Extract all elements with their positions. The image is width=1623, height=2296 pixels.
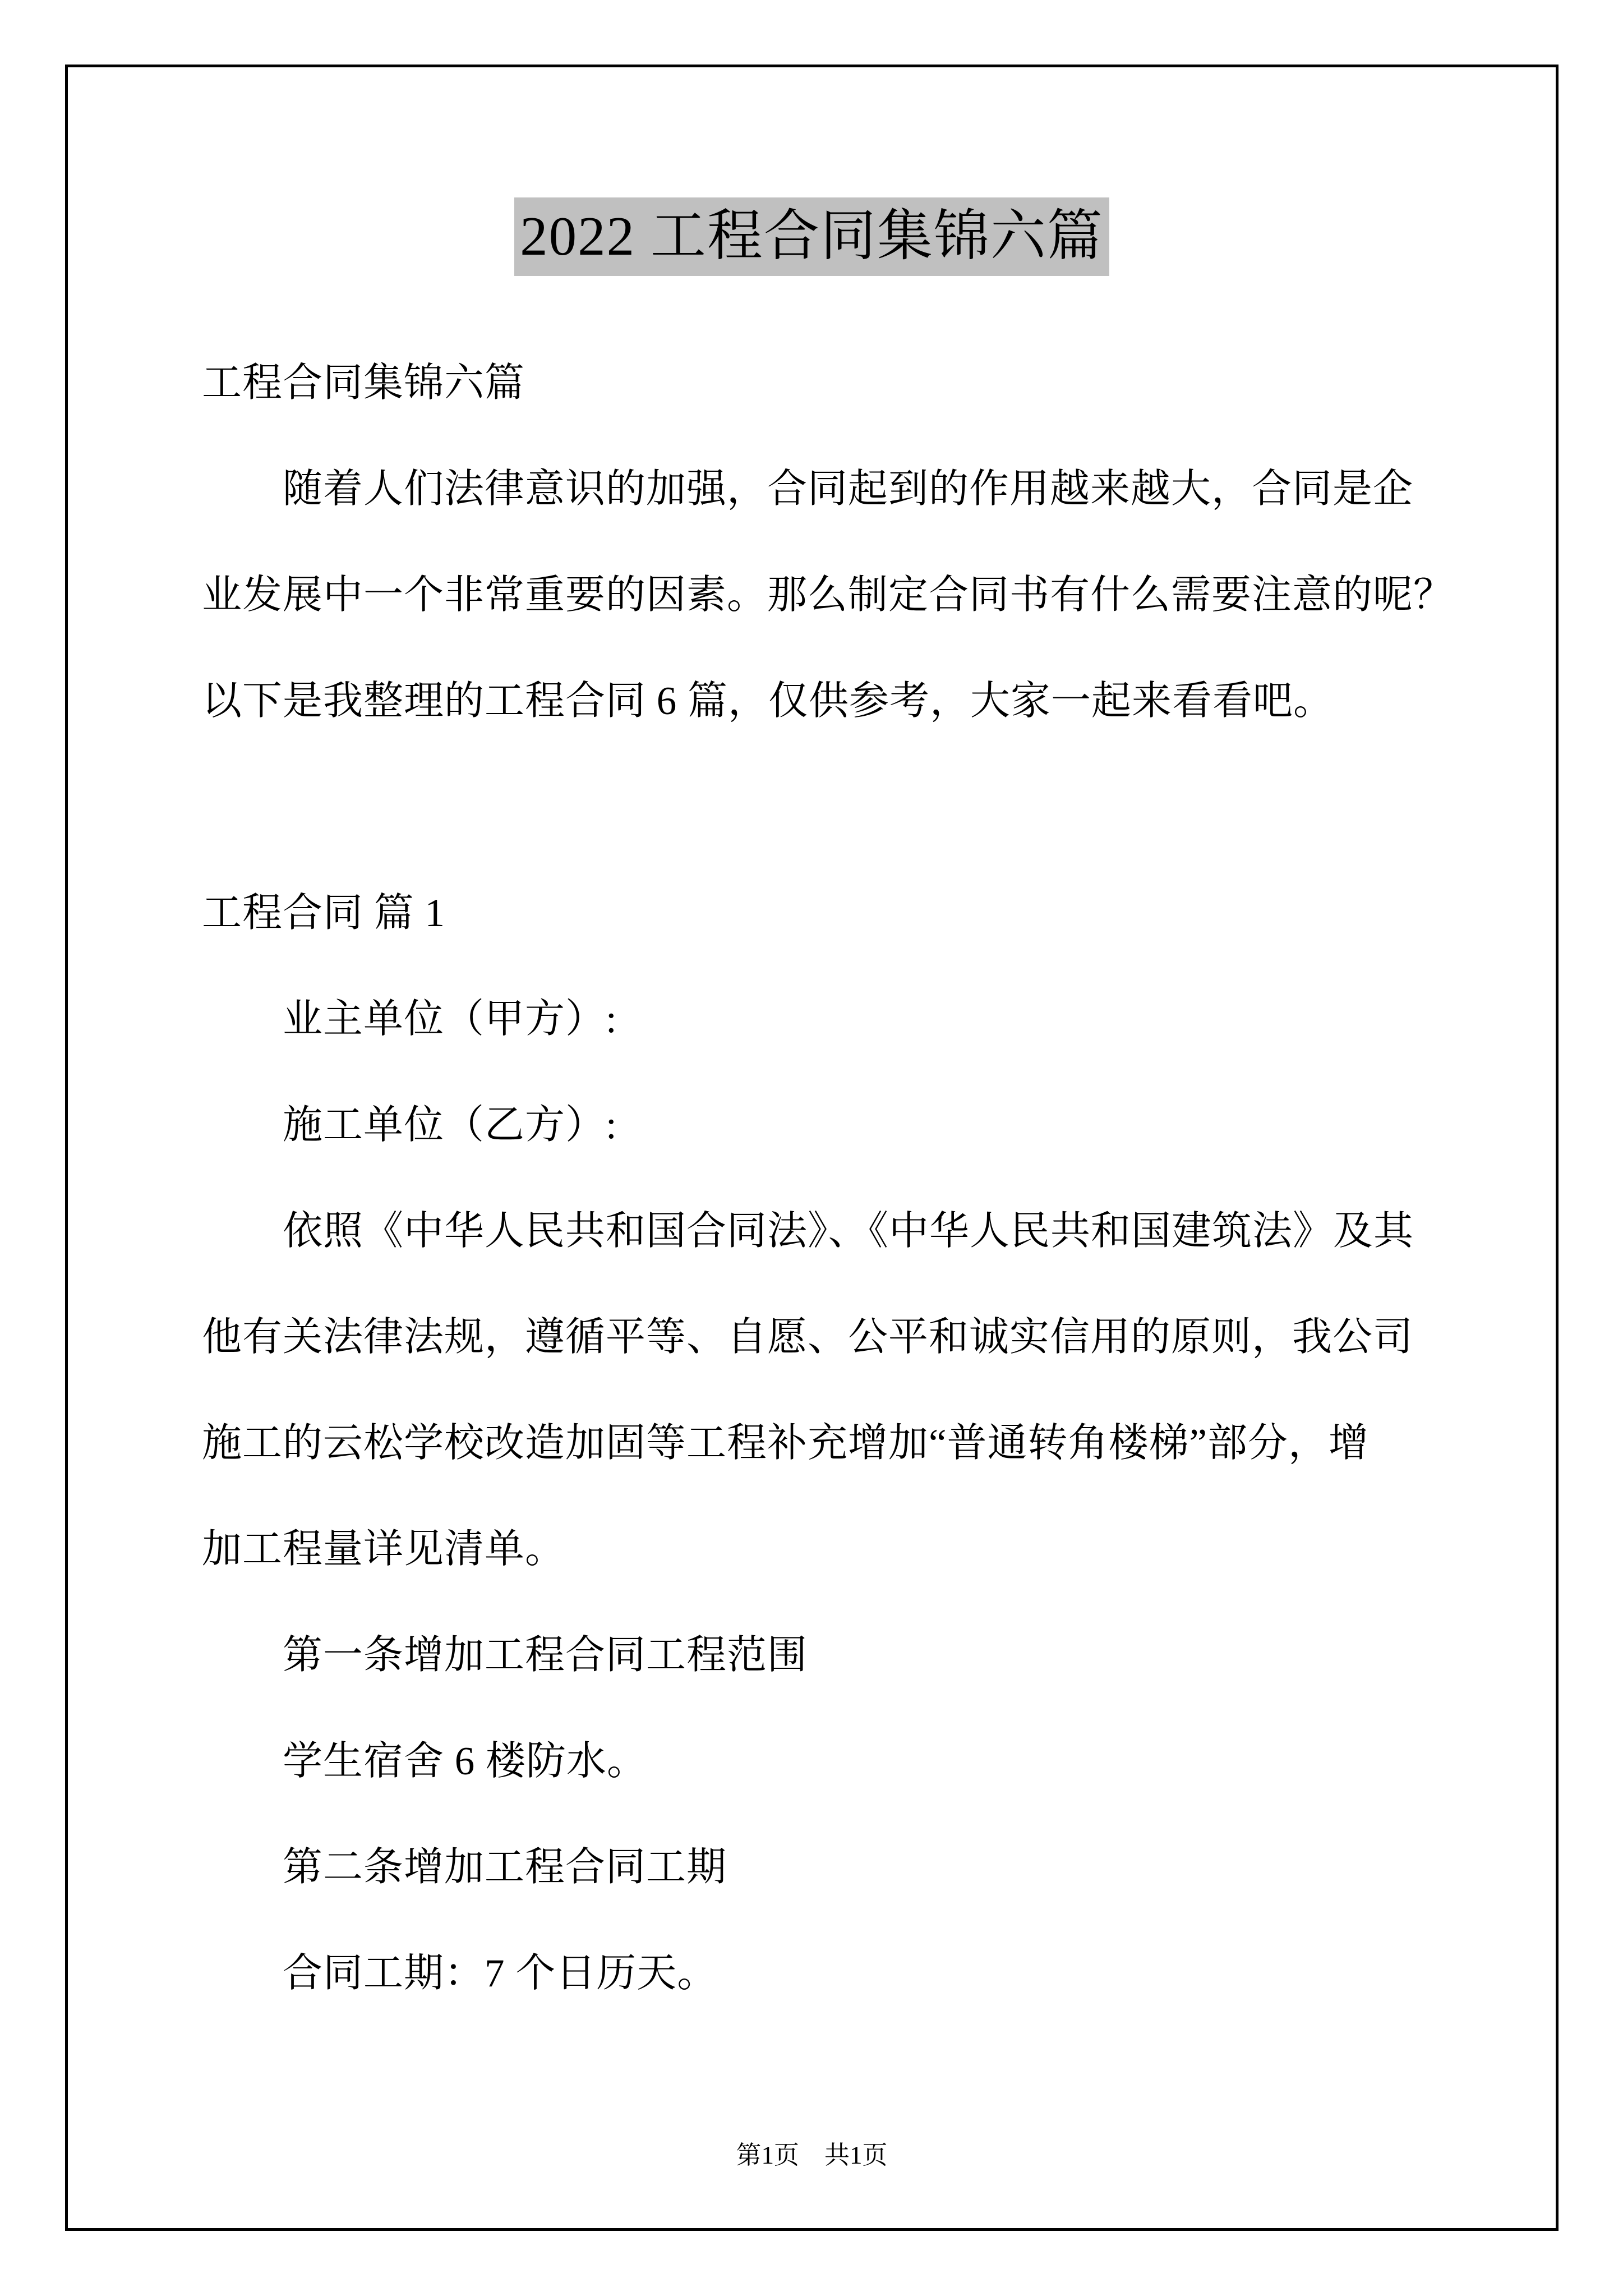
text-line: 学生宿舍 6 楼防水。	[283, 1740, 648, 1783]
text-line: 第二条增加工程合同工期	[283, 1846, 727, 1889]
blank-line	[202, 754, 1453, 861]
text-line: 施工的云松学校改造加固等工程补充增加“普通转角楼梯”部分，增	[202, 1421, 1370, 1465]
document-title	[65, 197, 1559, 276]
text-line: 业主单位（甲方）:	[283, 997, 617, 1041]
text-line: 加工程量详见清单。	[202, 1527, 566, 1571]
text-line: 合同工期：7 个日历天。	[283, 1952, 718, 1995]
body-lines	[202, 330, 1453, 2027]
text-line: 随着人们法律意识的加强，合同起到的作用越来越大，合同是企	[283, 467, 1414, 511]
text-line: 工程合同 篇 1	[202, 891, 446, 935]
text-line: 工程合同集锦六篇	[202, 361, 525, 405]
title-highlight: 2022 工程合同集锦六篇	[514, 197, 1109, 276]
text-line: 他有关法律法规，遵循平等、自愿、公平和诚实信用的原则，我公司	[202, 1315, 1414, 1359]
text-line: 施工单位（乙方）:	[283, 1103, 617, 1147]
text-line: 依照《中华人民共和国合同法》、《中华人民共和国建筑法》及其	[283, 1209, 1414, 1253]
text-line: 第一条增加工程合同工程范围	[283, 1634, 808, 1677]
page-footer: 第1页 共1页	[736, 2141, 888, 2169]
text-line: 以下是我整理的工程合同 6 篇，仅供参考，大家一起来看看吧。	[202, 679, 1334, 723]
text-line: 业发展中一个非常重要的因素。那么制定合同书有什么需要注意的呢？	[202, 573, 1454, 617]
